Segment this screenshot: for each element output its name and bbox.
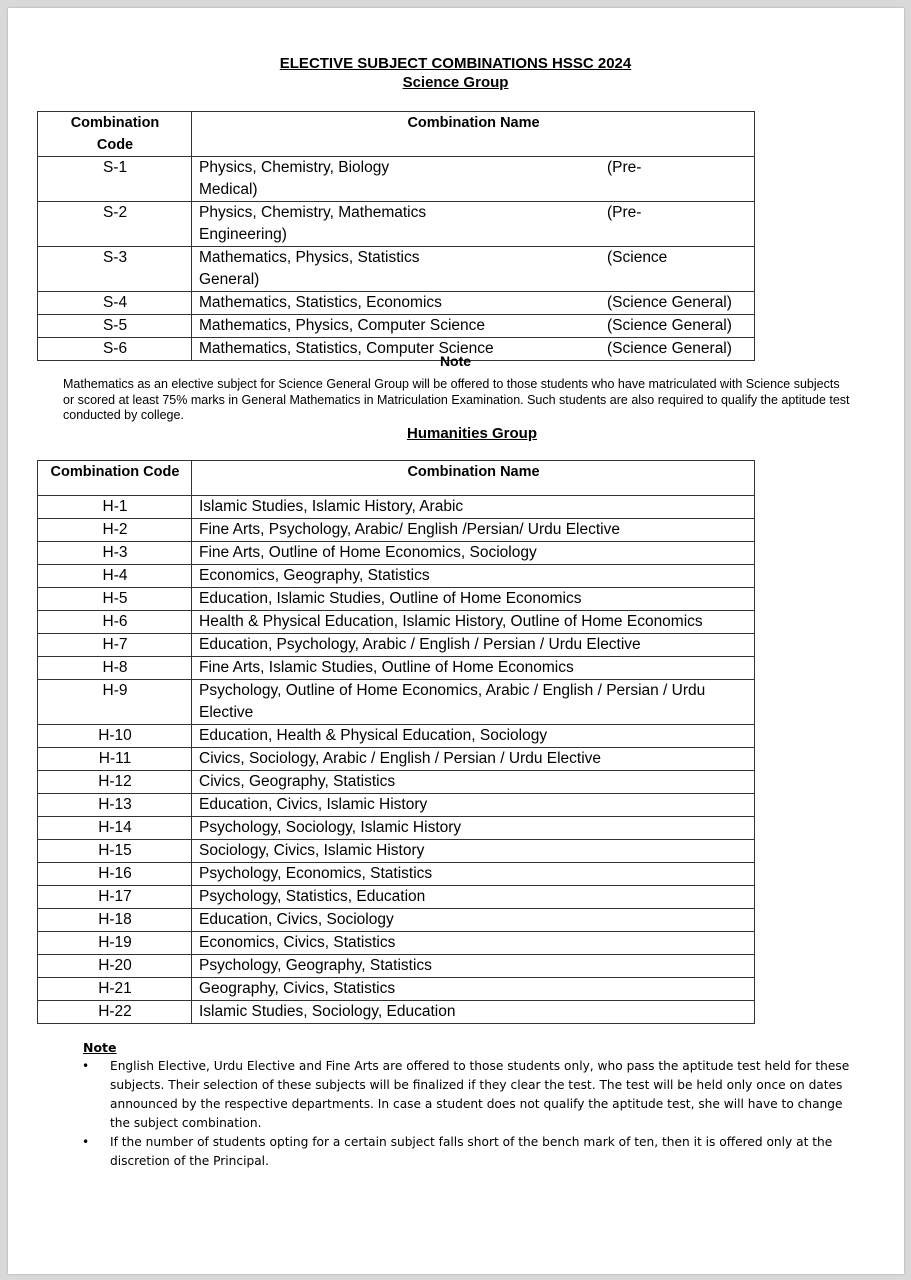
combination-code: H-16 [38,863,192,886]
combination-name: Fine Arts, Islamic Studies, Outline of Home Economics [192,657,755,680]
combination-code: H-9 [38,680,192,725]
group-label: (Science General) [607,317,732,334]
humanities-table-row [38,955,755,978]
combination-name: Psychology, Sociology, Islamic History [192,817,755,840]
note-item-text: English Elective, Urdu Elective and Fine Arts are offered to those students only, who pass the aptitude test held for these subjects. Their selection of these subjects will be finalized if they clear the test. The test will be held only once on dates announced by the respective departments. In case a student does not qualify the aptitude test, she will have to change the subject combination. [110,1059,850,1130]
combination-name: Psychology, Geography, Statistics [192,955,755,978]
science-table-row [38,202,755,247]
combination-name: Economics, Geography, Statistics [192,565,755,588]
combination-code: S-1 [38,157,192,202]
combination-code: S-4 [38,292,192,315]
subject-list: Physics, Chemistry, Biology [199,159,390,176]
combination-code: H-14 [38,817,192,840]
humanities-table-row [38,657,755,680]
science-name-header: Combination Name [192,112,755,157]
humanities-table-row [38,771,755,794]
subject-list: Mathematics, Statistics, Economics [199,294,442,311]
combination-code: H-22 [38,1001,192,1024]
humanities-table-row [38,886,755,909]
combination-name: Education, Islamic Studies, Outline of Home Economics [192,588,755,611]
group-label-continued: Medical) [199,181,258,198]
humanities-table-row [38,1001,755,1024]
combination-code: H-2 [38,519,192,542]
humanities-table-row [38,932,755,955]
combination-name: Psychology, Outline of Home Economics, Arabic / English / Persian / Urdu Elective [192,680,755,725]
combination-name: Economics, Civics, Statistics [192,932,755,955]
combination-name: Fine Arts, Outline of Home Economics, Sociology [192,542,755,565]
group-label: (Science [607,249,668,266]
combination-code: H-13 [38,794,192,817]
humanities-table-row [38,978,755,1001]
humanities-table-row [38,565,755,588]
subject-list: Mathematics, Physics, Statistics [199,249,420,266]
humanities-table-row [38,680,755,725]
science-note-text: Mathematics as an elective subject for Science General Group will be offered to those students who have matriculated with Science subjects or scored at least 75% marks in General Mathematics in Matriculation Examination. Such students are also required to qualify the aptitude test conducted by college. [63,377,850,422]
humanities-code-header: Combination Code [38,461,192,496]
combination-code: H-7 [38,634,192,657]
combination-name: Islamic Studies, Islamic History, Arabic [192,496,755,519]
humanities-table-row [38,496,755,519]
humanities-name-header: Combination Name [192,461,755,496]
group-label: (Pre- [607,204,642,221]
combination-name [192,247,755,292]
science-table-row [38,315,755,338]
combination-name [192,315,755,338]
combination-name: Education, Health & Physical Education, Sociology [192,725,755,748]
combination-code: H-15 [38,840,192,863]
humanities-table-row [38,794,755,817]
combination-name: Psychology, Economics, Statistics [192,863,755,886]
subject-list: Physics, Chemistry, Mathematics [199,204,427,221]
combination-code: H-4 [38,565,192,588]
humanities-group-heading: Humanities Group [406,425,537,442]
combination-name: Education, Civics, Sociology [192,909,755,932]
humanities-note-list [82,1057,862,1171]
combination-name: Civics, Sociology, Arabic / English / Persian / Urdu Elective [192,748,755,771]
combination-code: H-1 [38,496,192,519]
humanities-table-row [38,863,755,886]
combination-code: H-17 [38,886,192,909]
science-group-heading: Science Group [402,74,509,91]
combination-name: Education, Psychology, Arabic / English / Persian / Urdu Elective [192,634,755,657]
combination-name [192,202,755,247]
science-table-row [38,157,755,202]
science-note-heading: Note [439,353,472,369]
combination-name: Psychology, Statistics, Education [192,886,755,909]
humanities-table-row [38,519,755,542]
combination-name: Islamic Studies, Sociology, Education [192,1001,755,1024]
combination-code: H-5 [38,588,192,611]
combination-code: H-3 [38,542,192,565]
combination-code: H-6 [38,611,192,634]
combination-code: H-10 [38,725,192,748]
humanities-table-header-row [38,461,755,496]
science-table-row [38,247,755,292]
humanities-table-row [38,611,755,634]
humanities-table-row [38,748,755,771]
combination-name: Fine Arts, Psychology, Arabic/ English /Persian/ Urdu Elective [192,519,755,542]
humanities-table-row [38,817,755,840]
note-item [82,1133,862,1171]
humanities-table-row [38,840,755,863]
combination-code: S-2 [38,202,192,247]
note-item [82,1057,862,1133]
combination-code: H-19 [38,932,192,955]
group-label: (Pre- [607,159,642,176]
combination-name [192,157,755,202]
science-combinations-table [37,111,755,361]
combination-code: H-8 [38,657,192,680]
humanities-combinations-table [37,460,755,1024]
combination-code: S-6 [38,338,192,361]
science-table-row [38,292,755,315]
group-label-continued: General) [199,271,260,288]
combination-code: H-21 [38,978,192,1001]
note-item-text: If the number of students opting for a certain subject falls short of the bench mark of ten, then it is offered only at the discretion of the Principal. [110,1135,833,1168]
combination-code: H-11 [38,748,192,771]
combination-code: H-20 [38,955,192,978]
group-label: (Science General) [607,294,732,311]
bullet-icon: • [82,1059,90,1073]
combination-code: H-12 [38,771,192,794]
science-table-header-row [38,112,755,157]
combination-name: Education, Civics, Islamic History [192,794,755,817]
document-title: ELECTIVE SUBJECT COMBINATIONS HSSC 2024 [279,55,632,72]
combination-name [192,292,755,315]
combination-name: Sociology, Civics, Islamic History [192,840,755,863]
bullet-icon: • [82,1135,90,1149]
combination-name: Health & Physical Education, Islamic History, Outline of Home Economics [192,611,755,634]
subject-list: Mathematics, Statistics, Computer Science [199,340,494,357]
humanities-table-row [38,588,755,611]
combination-code: S-5 [38,315,192,338]
combination-name: Geography, Civics, Statistics [192,978,755,1001]
humanities-table-row [38,542,755,565]
group-label-continued: Engineering) [199,226,287,243]
science-code-header: Combination Code [38,112,192,157]
group-label: (Science General) [607,340,732,357]
humanities-table-row [38,634,755,657]
humanities-table-row [38,909,755,932]
humanities-note-heading: Note [83,1040,117,1055]
humanities-table-row [38,725,755,748]
combination-code: S-3 [38,247,192,292]
subject-list: Mathematics, Physics, Computer Science [199,317,485,334]
combination-code: H-18 [38,909,192,932]
combination-name: Civics, Geography, Statistics [192,771,755,794]
